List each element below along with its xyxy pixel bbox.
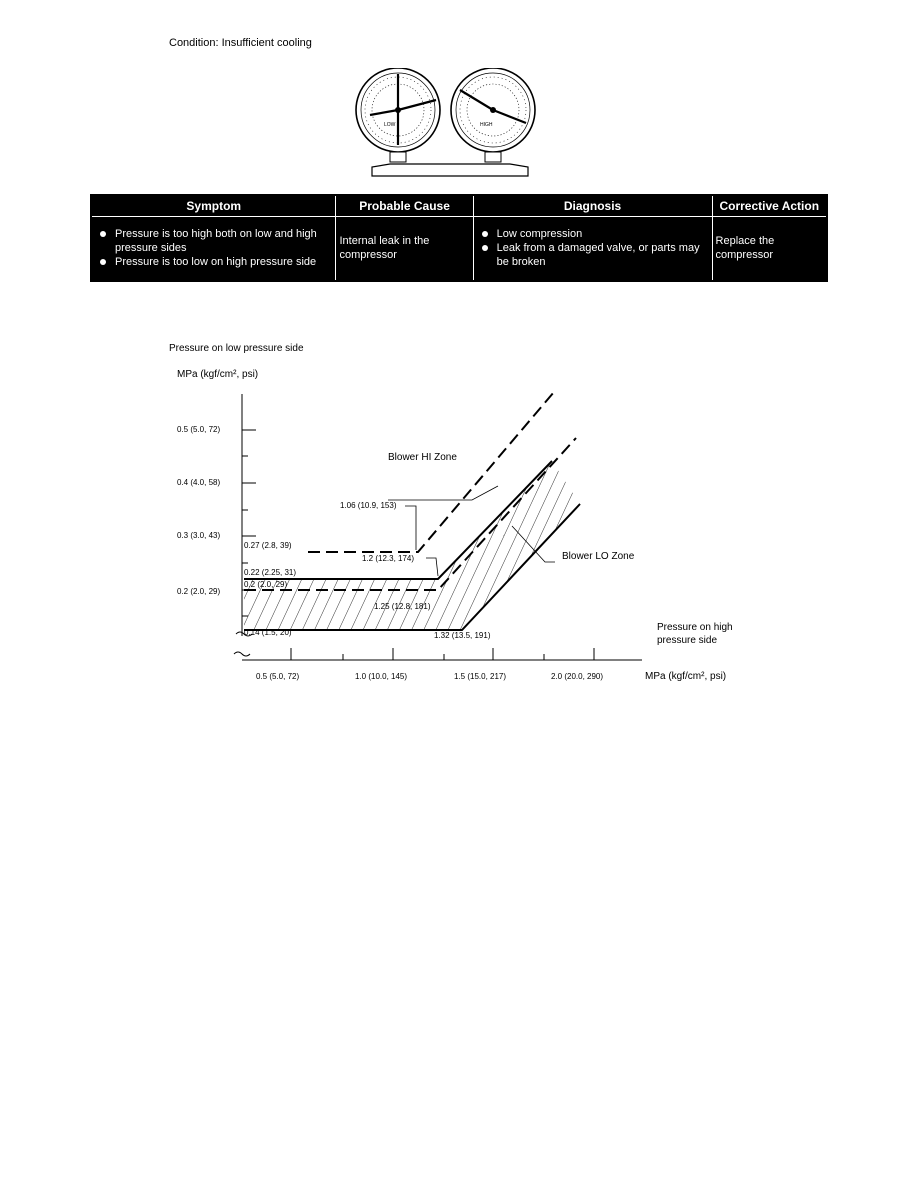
blower-lo-zone-label: Blower LO Zone [562, 551, 635, 562]
axis-break-mark [234, 652, 250, 656]
x-ticks [291, 648, 594, 660]
blower-hi-zone-label: Blower HI Zone [388, 452, 457, 463]
header-probable-cause: Probable Cause [336, 195, 473, 217]
high-pressure-gauge [451, 68, 535, 162]
annotation-y-0-14: 0.14 (1.5, 20) [244, 628, 292, 637]
symptom-cell [91, 217, 336, 281]
x-axis-unit: MPa (kgf/cm², psi) [645, 671, 727, 682]
chart-title: Pressure on low pressure side [169, 343, 304, 354]
diagnosis-table [90, 194, 828, 282]
x-tick-label: 1.0 (10.0, 145) [355, 672, 408, 681]
x-tick-label: 2.0 (20.0, 290) [551, 672, 604, 681]
symptom-item: Pressure is too low on high pressure side [115, 255, 332, 269]
x-tick-label: 0.5 (5.0, 72) [256, 672, 300, 681]
annotation-x-1-06: 1.06 (10.9, 153) [340, 501, 397, 510]
diagnosis-cell [473, 217, 712, 281]
annotation-x-1-25: 1.25 (12.8, 181) [374, 602, 431, 611]
x-tick-label: 1.5 (15.0, 217) [454, 672, 507, 681]
diagnosis-item: Low compression [497, 227, 709, 241]
x-axis-label: pressure side [657, 635, 718, 646]
manifold-gauges-illustration [350, 68, 570, 178]
high-gauge-label: HIGH [480, 122, 493, 128]
low-pressure-gauge [356, 68, 440, 162]
y-tick-label: 0.2 (2.0, 29) [177, 587, 221, 596]
annotation-x-1-2: 1.2 (12.3, 174) [362, 554, 415, 563]
annotation-y-0-22: 0.22 (2.25, 31) [244, 568, 297, 577]
table-row [91, 217, 827, 281]
pressure-zone-chart [160, 336, 760, 686]
annotation-y-0-27: 0.27 (2.8, 39) [244, 541, 292, 550]
x-axis-label: Pressure on high [657, 622, 733, 633]
annotation-x-1-32: 1.32 (13.5, 191) [434, 631, 491, 640]
condition-title: Condition: Insufficient cooling [169, 37, 312, 49]
annotation-y-0-2: 0.2 (2.0, 29) [244, 580, 288, 589]
y-tick-label: 0.4 (4.0, 58) [177, 478, 221, 487]
y-axis-label: MPa (kgf/cm², psi) [177, 369, 259, 380]
header-corrective-action: Corrective Action [712, 195, 827, 217]
y-tick-label: 0.3 (3.0, 43) [177, 531, 221, 540]
cause-cell: Internal leak in the compressor [336, 217, 473, 281]
diagnosis-item: Leak from a damaged valve, or parts may be broken [497, 241, 709, 269]
table-header-row [91, 195, 827, 217]
header-symptom: Symptom [91, 195, 336, 217]
low-gauge-label: LOW [384, 122, 396, 128]
symptom-item: Pressure is too high both on low and high pressure sides [115, 227, 332, 255]
action-cell: Replace the compressor [712, 217, 827, 281]
y-tick-label: 0.5 (5.0, 72) [177, 425, 221, 434]
header-diagnosis: Diagnosis [473, 195, 712, 217]
